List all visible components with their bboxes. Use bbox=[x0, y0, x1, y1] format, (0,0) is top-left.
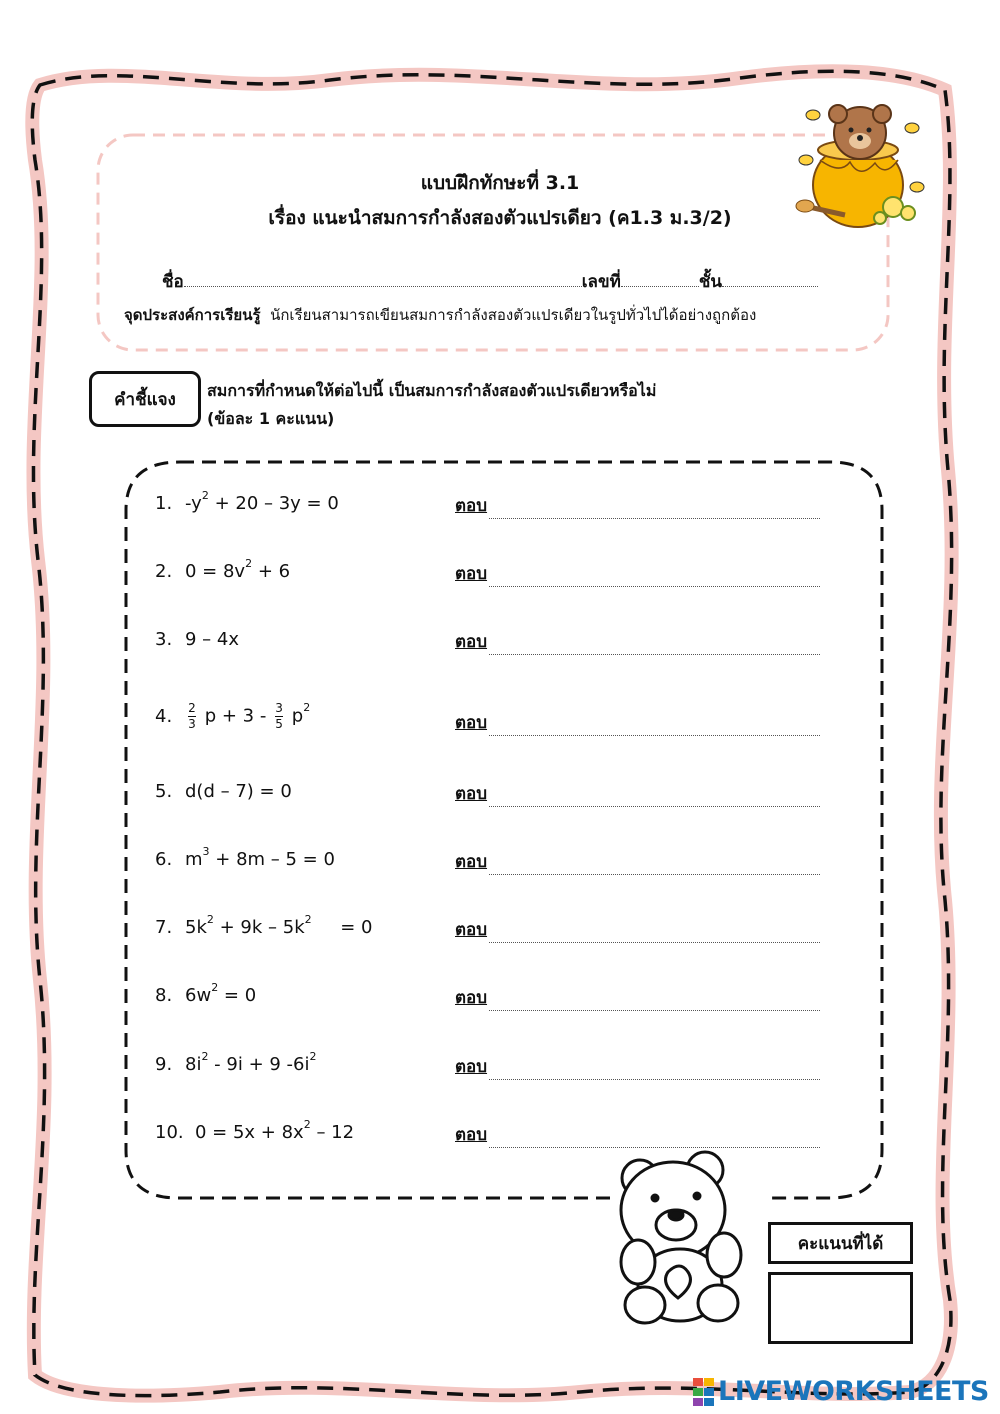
question-number: 8. bbox=[155, 984, 173, 1006]
fraction: $\frac{3}{5}$ bbox=[275, 700, 283, 731]
question-number: 9. bbox=[155, 1053, 173, 1075]
answer-field[interactable] bbox=[455, 709, 820, 736]
question-row-7 bbox=[155, 909, 820, 945]
score-value-box[interactable] bbox=[768, 1272, 913, 1344]
score-label-box bbox=[768, 1222, 913, 1264]
teddy-bear-outline-icon bbox=[621, 1152, 741, 1323]
directions-label: คำชี้แจง bbox=[114, 389, 176, 410]
liveworksheets-logo-text: LIVEWORKSHEETS bbox=[718, 1376, 989, 1407]
answer-line[interactable] bbox=[489, 1134, 820, 1148]
question-row-10 bbox=[155, 1114, 820, 1150]
answer-label: ตอบ bbox=[455, 852, 488, 872]
question-number: 5. bbox=[155, 780, 173, 802]
answer-label: ตอบ bbox=[455, 1125, 488, 1145]
answer-line[interactable] bbox=[489, 793, 820, 807]
answer-field[interactable] bbox=[455, 848, 820, 875]
question-row-3 bbox=[155, 621, 820, 657]
number-label: เลขที่ bbox=[581, 272, 621, 292]
question-row-6 bbox=[155, 841, 820, 877]
question-equation: $0 = 5x + 8x^2 - 12$ bbox=[195, 1118, 355, 1143]
answer-field[interactable] bbox=[455, 984, 820, 1011]
answer-line[interactable] bbox=[489, 929, 820, 943]
question-row-4 bbox=[155, 694, 820, 738]
answer-line[interactable] bbox=[489, 861, 820, 875]
answer-line[interactable] bbox=[489, 573, 820, 587]
question-equation: d(d – 7) = 0 bbox=[185, 780, 292, 802]
name-label: ชื่อ bbox=[162, 272, 184, 292]
question-number: 7. bbox=[155, 916, 173, 938]
answer-line[interactable] bbox=[489, 641, 820, 655]
answer-field[interactable] bbox=[455, 1121, 820, 1148]
class-field[interactable] bbox=[722, 269, 818, 287]
answer-label: ตอบ bbox=[455, 496, 488, 516]
answer-line[interactable] bbox=[489, 1066, 820, 1080]
question-number: 10. bbox=[155, 1121, 184, 1143]
directions-line-1: สมการที่กำหนดให้ต่อไปนี้ เป็นสมการกำลังสองตัวแปรเดียวหรือไม่ bbox=[207, 381, 657, 400]
answer-field[interactable] bbox=[455, 560, 820, 587]
objective-row bbox=[124, 303, 756, 327]
question-number: 6. bbox=[155, 848, 173, 870]
score-label: คะแนนที่ได้ bbox=[797, 1233, 884, 1254]
student-info-row bbox=[162, 268, 818, 295]
directions-line-2: (ข้อละ 1 คะแนน) bbox=[207, 409, 335, 428]
question-equation: $8i^2 - 9i + 9$ $-6i^2$ bbox=[185, 1050, 317, 1075]
answer-field[interactable] bbox=[455, 628, 820, 655]
answer-label: ตอบ bbox=[455, 632, 488, 652]
answer-label: ตอบ bbox=[455, 1057, 488, 1077]
question-equation: $0 = 8v^2 + 6$ bbox=[185, 557, 291, 582]
answer-label: ตอบ bbox=[455, 564, 488, 584]
question-equation: $\frac{2}{3}$ p + 3 - $\frac{3}{5}$ $p^2$ bbox=[188, 700, 311, 731]
answer-line[interactable] bbox=[489, 505, 820, 519]
answer-field[interactable] bbox=[455, 780, 820, 807]
answer-label: ตอบ bbox=[455, 920, 488, 940]
question-number: 1. bbox=[155, 492, 173, 514]
question-row-9 bbox=[155, 1046, 820, 1082]
question-equation: 9 – 4x bbox=[185, 628, 239, 650]
answer-line[interactable] bbox=[489, 997, 820, 1011]
question-equation: $6w^2 = 0$ bbox=[185, 981, 257, 1006]
question-row-2 bbox=[155, 553, 820, 589]
question-row-5 bbox=[155, 773, 820, 809]
answer-label: ตอบ bbox=[455, 784, 488, 804]
question-row-1 bbox=[155, 485, 820, 521]
objective-text: นักเรียนสามารถเขียนสมการกำลังสองตัวแปรเดียวในรูปทั่วไปได้อย่างถูกต้อง bbox=[270, 306, 757, 324]
worksheet-subtitle: เรื่อง แนะนำสมการกำลังสองตัวแปรเดียว (ค1.3 ม.3/2) bbox=[268, 207, 732, 229]
question-number: 4. bbox=[155, 705, 173, 727]
answer-label: ตอบ bbox=[455, 988, 488, 1008]
fraction: $\frac{2}{3}$ bbox=[188, 700, 196, 731]
number-field[interactable] bbox=[621, 269, 699, 287]
name-field[interactable] bbox=[184, 269, 582, 287]
question-equation: $5k^2 + 9k - 5k^2$ = 0 bbox=[185, 913, 373, 938]
worksheet-title: แบบฝึกทักษะที่ 3.1 bbox=[420, 172, 580, 194]
answer-field[interactable] bbox=[455, 492, 820, 519]
answer-label: ตอบ bbox=[455, 713, 488, 733]
liveworksheets-logo-icon bbox=[693, 1378, 715, 1406]
question-number: 3. bbox=[155, 628, 173, 650]
directions-text bbox=[207, 377, 656, 433]
question-equation: $m^3 + 8m - 5 = 0$ bbox=[185, 845, 335, 870]
objective-label: จุดประสงค์การเรียนรู้ bbox=[124, 306, 261, 324]
answer-field[interactable] bbox=[455, 1053, 820, 1080]
answer-field[interactable] bbox=[455, 916, 820, 943]
liveworksheets-logo bbox=[693, 1376, 989, 1407]
question-number: 2. bbox=[155, 560, 173, 582]
answer-line[interactable] bbox=[489, 722, 820, 736]
question-row-8 bbox=[155, 977, 820, 1013]
class-label: ชั้น bbox=[698, 272, 722, 292]
directions-label-box bbox=[89, 371, 201, 427]
question-equation: $-y^2 + 20 - 3y = 0$ bbox=[185, 489, 339, 514]
